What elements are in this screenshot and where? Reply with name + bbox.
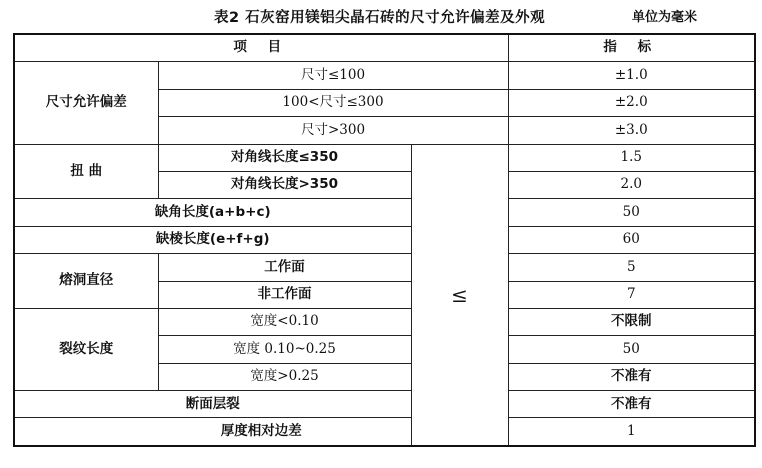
cond-cell: 对角线长度≤350 <box>158 144 411 171</box>
group-label-crack: 裂纹长度 <box>14 308 158 390</box>
value-cell: 1.5 <box>508 144 755 171</box>
le-symbol: ≤ <box>411 144 508 446</box>
table-row <box>14 226 755 253</box>
table-row <box>14 254 755 281</box>
cond-cell: 尺寸≤100 <box>158 62 508 89</box>
group-label-size: 尺寸允许偏差 <box>14 62 158 144</box>
value-cell: 2.0 <box>508 171 755 198</box>
value-cell: 60 <box>508 226 755 253</box>
layer-label: 断面层裂 <box>14 391 411 418</box>
header-row <box>14 34 755 62</box>
table-row <box>14 199 755 226</box>
value-cell: 50 <box>508 199 755 226</box>
value-cell: ±3.0 <box>508 117 755 144</box>
value-cell: 5 <box>508 254 755 281</box>
value-cell: 不准有 <box>508 391 755 418</box>
table-title: 表2 石灰窑用镁铝尖晶石砖的尺寸允许偏差及外观 <box>214 10 546 26</box>
cond-cell: 宽度 0.10~0.25 <box>158 336 411 363</box>
cond-cell: 尺寸>300 <box>158 117 508 144</box>
cond-cell: 宽度<0.10 <box>158 308 411 335</box>
table-row <box>14 418 755 446</box>
cond-cell: 宽度>0.25 <box>158 363 411 390</box>
value-cell: ±1.0 <box>508 62 755 89</box>
table-row <box>14 391 755 418</box>
spec-table <box>13 33 756 447</box>
cond-cell: 对角线长度>350 <box>158 171 411 198</box>
value-cell: 不准有 <box>508 363 755 390</box>
corner-label: 缺角长度(a+b+c) <box>14 199 411 226</box>
value-cell: 50 <box>508 336 755 363</box>
cond-cell: 100<尺寸≤300 <box>158 89 508 116</box>
cond-cell: 工作面 <box>158 254 411 281</box>
group-label-twist: 扭 曲 <box>14 144 158 199</box>
table-caption <box>0 6 762 28</box>
table-row <box>14 62 755 89</box>
unit-label: 单位为毫米 <box>632 10 698 25</box>
table-row <box>14 144 755 171</box>
value-cell: 不限制 <box>508 308 755 335</box>
header-index: 指 标 <box>508 34 755 62</box>
header-item: 项 目 <box>14 34 508 62</box>
value-cell: 1 <box>508 418 755 446</box>
cond-cell: 非工作面 <box>158 281 411 308</box>
thick-label: 厚度相对边差 <box>14 418 508 446</box>
edge-label: 缺棱长度(e+f+g) <box>14 226 411 253</box>
table-row <box>14 308 755 335</box>
value-cell: ±2.0 <box>508 89 755 116</box>
group-label-melt: 熔洞直径 <box>14 254 158 309</box>
value-cell: 7 <box>508 281 755 308</box>
